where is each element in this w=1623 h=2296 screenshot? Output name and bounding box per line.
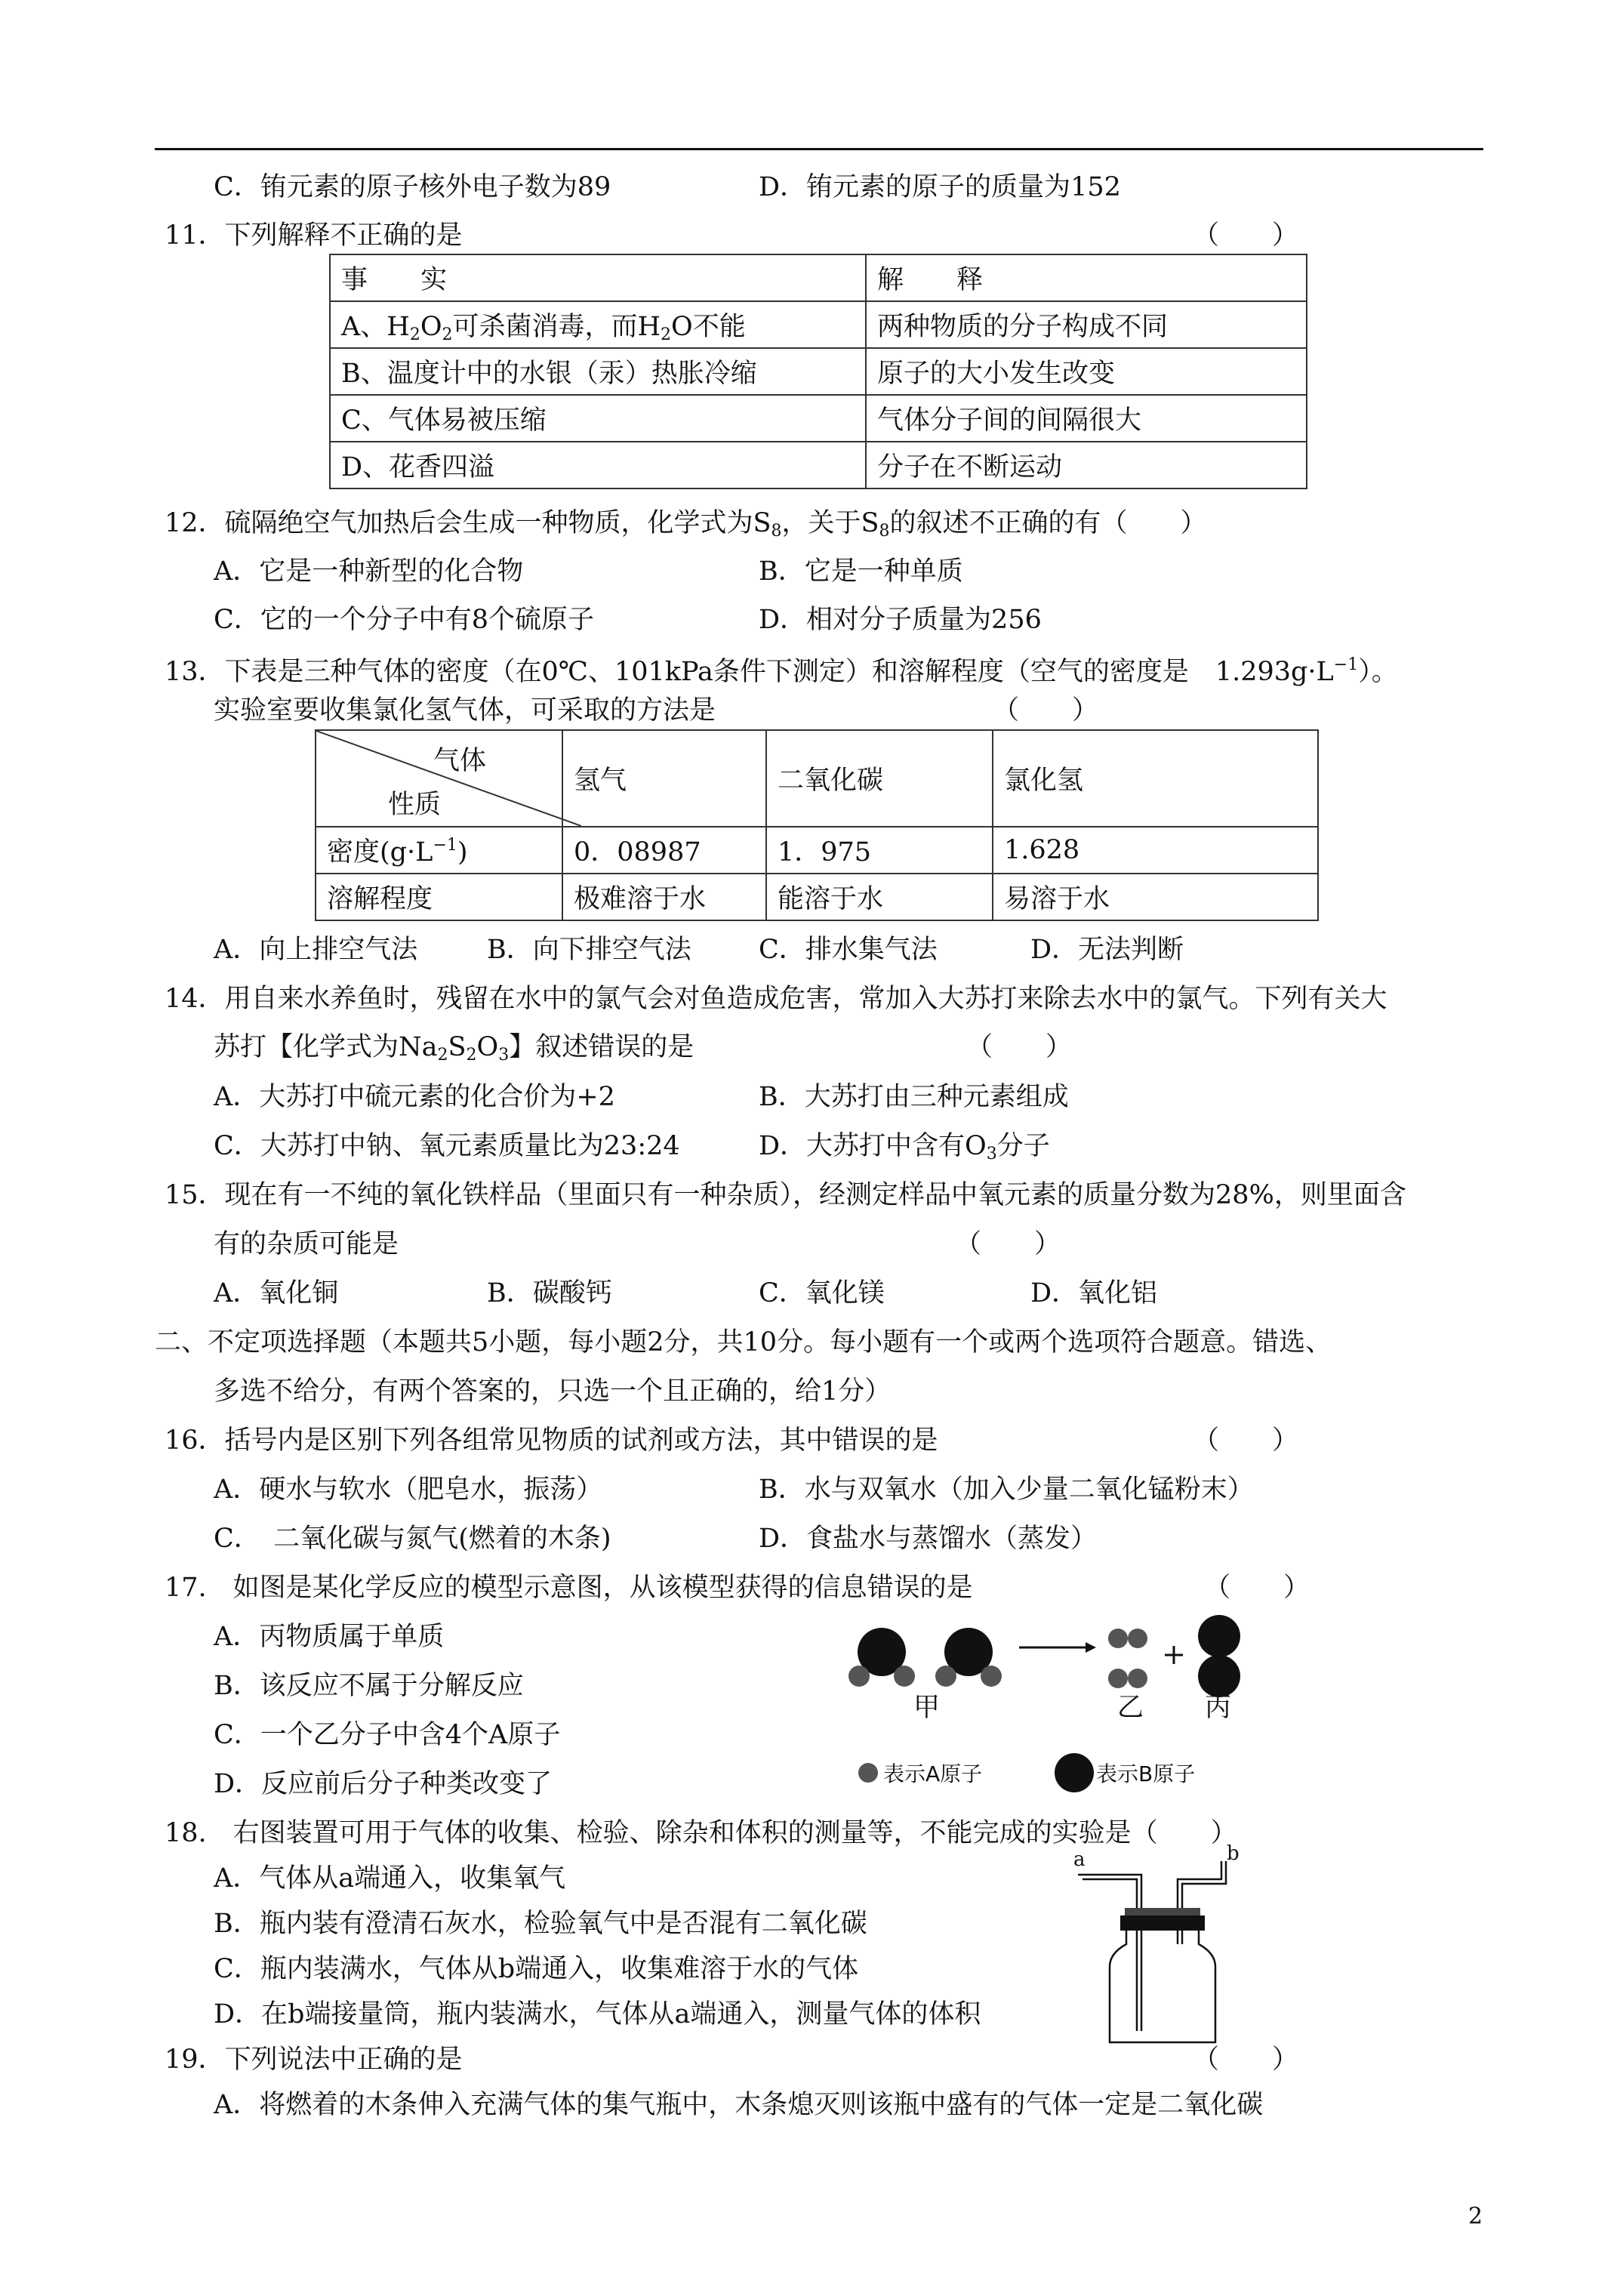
- q11-row-d-expl: 分子在不断运动: [866, 442, 1307, 488]
- q11-head-expl: 解 释: [866, 254, 1307, 301]
- q11-row-d-fact: D、花香四溢: [330, 442, 866, 488]
- q17-answer-paren: （ ）: [1204, 1573, 1310, 1603]
- q11-row-a-expl: 两种物质的分子构成不同: [866, 301, 1307, 348]
- q15-stem-line1: 15．现在有一不纯的氧化铁样品（里面只有一种杂质），经测定样品中氧元素的质量分数为28%，则里面含: [165, 1180, 1406, 1210]
- q13-stem-line1: 13．下表是三种气体的密度（在0℃、101kPa条件下测定）和溶解程度（空气的密度是 $1.293g\cdot L^{-1}$）。: [165, 655, 1398, 687]
- q17-legend-a-swatch: [853, 1758, 883, 1788]
- q17-reaction-arrow: [1019, 1642, 1096, 1653]
- q17-molecule-jia-2: [935, 1628, 1002, 1687]
- q15-option-c: C．氧化镁: [759, 1278, 885, 1308]
- q17-option-c: C．一个乙分子中含4个A原子: [214, 1720, 561, 1750]
- q16-option-d: D．食盐水与蒸馏水（蒸发）: [759, 1524, 1098, 1554]
- q13-gas-2: 二氧化碳: [766, 730, 993, 827]
- q17-stem: 17. 如图是某化学反应的模型示意图，从该模型获得的信息错误的是: [165, 1573, 973, 1603]
- q13-option-b: B．向下排空气法: [487, 935, 691, 965]
- q16-option-b: B．水与双氧水（加入少量二氧化锰粉末）: [759, 1475, 1254, 1505]
- q13-stem-line2: 实验室要收集氯化氢气体，可采取的方法是: [214, 695, 716, 726]
- q13-density-label: 密度$(g\cdot L^{-1})$: [316, 827, 562, 874]
- q15-stem-line2: 有的杂质可能是: [214, 1229, 399, 1259]
- q16-stem: 16．括号内是区别下列各组常见物质的试剂或方法，其中错误的是: [165, 1425, 938, 1456]
- q17-option-d: D．反应前后分子种类改变了: [214, 1769, 553, 1799]
- q17-label-yi: 乙: [1117, 1693, 1144, 1723]
- q19-stem: 19．下列说法中正确的是: [165, 2045, 463, 2075]
- q14-option-c: C．大苏打中钠、氧元素质量比为23:24: [214, 1131, 680, 1161]
- q10-option-d: D．铕元素的原子的质量为152: [759, 172, 1121, 202]
- q16-answer-paren: （ ）: [1193, 1425, 1299, 1456]
- q14-option-d: D．大苏打中含有$O_3$分子: [759, 1131, 1050, 1163]
- q17-legend-b-swatch: [1053, 1752, 1095, 1794]
- q13-gas-1: 氢气: [562, 730, 766, 827]
- q11-row-a-fact: A、$H_2O_2$可杀菌消毒，而$H_2O$不能: [330, 301, 866, 348]
- q18-label-a: a: [1073, 1848, 1086, 1871]
- q18-option-c: C．瓶内装满水，气体从b端通入，收集难溶于水的气体: [214, 1954, 859, 1984]
- q17-label-jia: 甲: [913, 1693, 941, 1723]
- q14-answer-paren: （ ）: [966, 1032, 1073, 1062]
- page-number: 2: [1468, 2203, 1483, 2230]
- q16-option-c: C． 二氧化碳与氮气(燃着的木条): [214, 1524, 611, 1554]
- q12-option-a: A．它是一种新型的化合物: [214, 556, 524, 587]
- q11-table: [329, 254, 1307, 489]
- q14-stem-line1: 14．用自来水养鱼时，残留在水中的氯气会对鱼造成危害，常加入大苏打来除去水中的氯气。下列有关大: [165, 984, 1387, 1014]
- q18-label-b: b: [1227, 1842, 1240, 1865]
- q13-solubility-3: 易溶于水: [993, 874, 1318, 920]
- q13-corner-bottom: 性质: [388, 790, 442, 820]
- q17-plus-sign: [1165, 1646, 1183, 1664]
- q13-gas-3: 氯化氢: [993, 730, 1318, 827]
- q13-density-1: 0．08987: [562, 827, 766, 874]
- q13-answer-paren: （ ）: [993, 695, 1099, 726]
- q12-stem: 12．硫隔绝空气加热后会生成一种物质，化学式为$S_8$，关于$S_8$的叙述不正确的有（ ）: [165, 508, 1207, 541]
- q11-head-fact: 事 实: [330, 254, 866, 301]
- q19-option-a: A．将燃着的木条伸入充满气体的集气瓶中，木条熄灭则该瓶中盛有的气体一定是二氧化碳: [214, 2090, 1264, 2120]
- q17-molecule-jia-1: [848, 1628, 915, 1687]
- q17-legend-a: 表示A原子: [883, 1761, 983, 1786]
- q18-option-a: A．气体从a端通入，收集氧气: [214, 1863, 566, 1894]
- header-rule: [155, 148, 1483, 150]
- q11-answer-paren: （ ）: [1193, 220, 1299, 251]
- q11-row-b-fact: B、温度计中的水银（汞）热胀冷缩: [330, 348, 866, 395]
- q17-label-bing: 丙: [1205, 1693, 1232, 1723]
- q18-option-b: B．瓶内装有澄清石灰水，检验氧气中是否混有二氧化碳: [214, 1909, 867, 1939]
- q13-option-c: C．排水集气法: [759, 935, 938, 965]
- q19-answer-paren: （ ）: [1193, 2045, 1299, 2075]
- q12-option-d: D．相对分子质量为256: [759, 605, 1042, 635]
- q18-gas-bottle-diagram: [1072, 1854, 1268, 2050]
- q11-stem: 11．下列解释不正确的是: [165, 220, 463, 251]
- q13-density-3: 1.628: [993, 827, 1318, 874]
- q16-option-a: A．硬水与软水（肥皂水，振荡）: [214, 1475, 603, 1505]
- section2-heading-line1: 二、不定项选择题（本题共5小题，每小题2分，共10分。每小题有一个或两个选项符合题意。错选、: [155, 1327, 1332, 1358]
- q12-option-b: B．它是一种单质: [759, 556, 963, 587]
- q15-option-d: D．氧化铝: [1030, 1278, 1158, 1308]
- section2-heading-line2: 多选不给分，有两个答案的，只选一个且正确的，给1分）: [214, 1376, 892, 1407]
- q17-molecule-bing: [1198, 1615, 1240, 1697]
- q15-option-b: B．碳酸钙: [487, 1278, 612, 1308]
- q11-row-c-expl: 气体分子间的间隔很大: [866, 395, 1307, 442]
- q15-answer-paren: （ ）: [955, 1229, 1061, 1259]
- q13-option-a: A．向上排空气法: [214, 935, 418, 965]
- q13-solubility-label: 溶解程度: [316, 874, 562, 920]
- q11-row-c-fact: C、气体易被压缩: [330, 395, 866, 442]
- q13-corner-cell: [316, 730, 562, 827]
- q13-option-d: D．无法判断: [1030, 935, 1184, 965]
- q10-option-c: C．铕元素的原子核外电子数为89: [214, 172, 611, 202]
- q13-table: [315, 729, 1319, 921]
- q17-option-b: B．该反应不属于分解反应: [214, 1671, 524, 1701]
- q18-stem: 18. 右图装置可用于气体的收集、检验、除杂和体积的测量等，不能完成的实验是（ ）: [165, 1818, 1237, 1848]
- q17-legend-b: 表示B原子: [1096, 1761, 1196, 1786]
- q13-density-2: 1．975: [766, 827, 993, 874]
- q14-stem-line2: 苏打【化学式为$Na_2S_2O_3$】叙述错误的是: [214, 1032, 694, 1065]
- q15-option-a: A．氧化铜: [214, 1278, 339, 1308]
- q17-molecules-yi: [1108, 1629, 1147, 1688]
- q11-row-b-expl: 原子的大小发生改变: [866, 348, 1307, 395]
- q13-solubility-2: 能溶于水: [766, 874, 993, 920]
- q17-option-a: A．丙物质属于单质: [214, 1622, 445, 1652]
- q12-option-c: C．它的一个分子中有8个硫原子: [214, 605, 595, 635]
- q18-option-d: D．在b端接量筒，瓶内装满水，气体从a端通入，测量气体的体积: [214, 1999, 981, 2029]
- q14-option-a: A．大苏打中硫元素的化合价为+2: [214, 1082, 615, 1112]
- q14-option-b: B．大苏打由三种元素组成: [759, 1082, 1069, 1112]
- q13-solubility-1: 极难溶于水: [562, 874, 766, 920]
- q13-corner-top: 气体: [433, 746, 487, 776]
